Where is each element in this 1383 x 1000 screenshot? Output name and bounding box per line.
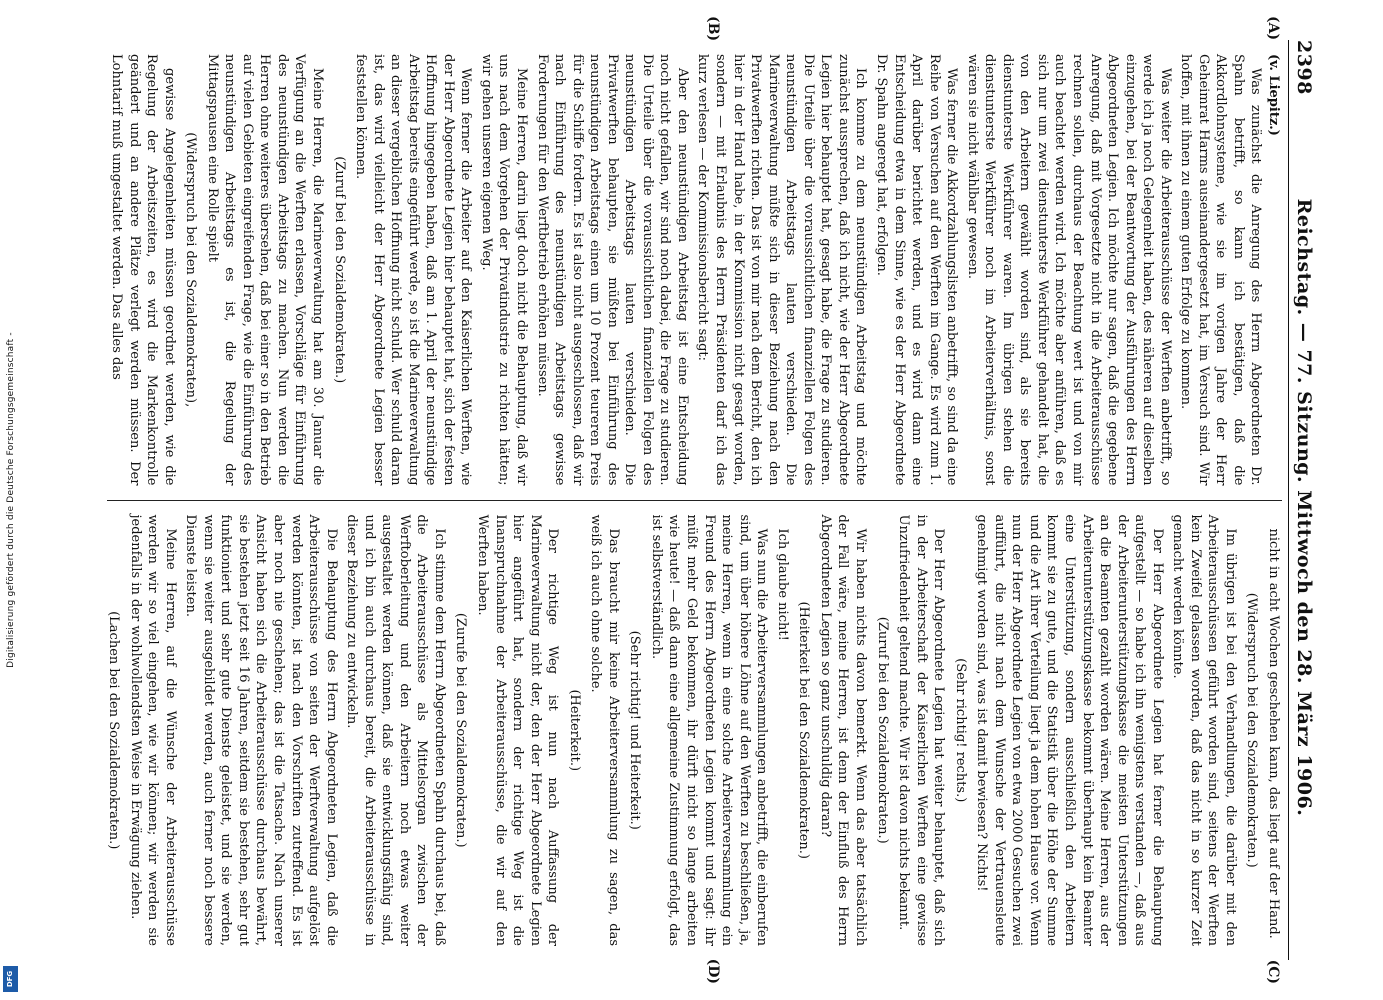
margin-marker-b: (B): [704, 16, 721, 42]
page-title: Reichstag. — 77. Sitzung. Mittwoch den 28. März 1906.: [1292, 198, 1315, 817]
paragraph: Der Herr Abgeordnete Legien hat weiter behauptet, daß sich in der Arbeiterschaft der Kaiserlichen Werften eine gewisse Unzufriedenheit geltend machte. Wir ist davon nichts bekannt.: [895, 514, 946, 946]
dfg-logo-text: DFG: [6, 970, 14, 988]
margin-marker-c: (C): [1264, 959, 1281, 984]
paragraph: Ich stimme dem Herrn Abgeordneten Spahn durchaus bei, daß die Arbeiterausschüsse als Mittelsorgan zwischen der Werftoberleitung und den Arbeitern noch etwas weiter ausgestaltet werden können, daß sie entwicklungsfähig sind, und ich bin auch durchaus bereit, die Arbeiterausschüsse in dieser Beziehung zu entwickeln.: [343, 514, 447, 946]
paragraph: Wenn ferner die Arbeiter auf den Kaiserlichen Werften, wie der Herr Abgeordnete Legien hier behauptet hat, sich der festen Hoffnung hingegeben haben, daß am 1. April der neunstündige Arbeitstag bereits eingeführt werde, so ist die Marineverwaltung an dieser vergeblichen Hoffnung nicht schuld. Wer schuld daran ist, das wird vielleicht der Herr Abgeordnete Legien besser feststellen können.: [352, 54, 473, 486]
page-number: 2398: [1292, 40, 1315, 95]
interjection: (Zuruf bei den Sozialdemokraten.): [331, 156, 347, 384]
interjection: (Lachen bei den Sozialdemokraten.): [105, 611, 121, 850]
right-column: [105, 501, 1282, 984]
margin-marker-d: (D): [704, 958, 721, 984]
paragraph: Ich glaube nicht!: [774, 528, 790, 641]
page-header: [1288, 40, 1315, 960]
paragraph: Im übrigen ist bei den Verhandlungen, die darüber mit den Arbeiterausschüssen geführt worden sind, seitens der Werften kein Zweifel gelassen worden, daß das nicht in so kurzer Zeit gemacht werden könnte.: [1169, 514, 1238, 946]
paragraph: Was ferner die Akkordzahlungslisten anbetrifft, so sind da eine Reihe von Versuchen auf den Werften im Gange. Es wird zum 1. April darüber berichtet werden, und es wird dann eine Entscheidung etwa in dem Sinne, wie es der Herr Abgeordnete Dr. Spahn angeregt hat, erfolgen.: [873, 54, 959, 486]
paragraph: nicht in acht Wochen geschehen kann, das liegt auf der Hand.: [1265, 528, 1281, 939]
interjection: (Heiterkeit.): [566, 689, 582, 772]
margin-marker-a: (A): [1264, 16, 1281, 41]
paragraph: Der Herr Abgeordnete Legien hat ferner die Behauptung aufgestellt — so habe ich ihn wenigstens verstanden —, daß aus der Arbeiterunterstützungskasse die meisten Unterstützungen an die Beamten gezahlt worden wären. Meine Herren, aus der Arbeiterunterstützungskasse bekommt überhaupt kein Beamter eine Unterstützung, sondern ausschließlich den Arbeitern kommt sie zu gute, und die Statistik über die Höhe der Summe und die Art ihrer Verteilung liegt ja dem hohen Hause vor. Wenn nun der Herr Abgeordnete Legien von etwa 2000 Gesuchen zwei aufführt, die nicht nach dem Wunsche der Vertrauensleute genehmigt worden sind, was ist damit bewiesen? Nichts!: [973, 514, 1165, 946]
interjection: (Heiterkeit bei den Sozialdemokraten.): [795, 601, 811, 859]
interjection: (Zurufe bei den Sozialdemokraten.): [452, 612, 468, 848]
paragraph: Aber den neunstündigen Arbeitstag ist eine Entscheidung noch nicht gefallen, wir sind noch dabei, die Frage zu studieren. Die Urteile über die voraussichtlichen finanziellen Folgen des neunstündigen Arbeitstags lauten verschieden. Die Privatwerften behaupten, sie müßten bei Einführung des neunstündigen Arbeitstags einen um 10 Prozent teureren Preis für die Schiffe fordern. Es ist also nicht ausgeschlossen, daß wir nach Einführung des neunstündigen Arbeitstags gewisse Forderungen für den Werftbetrieb erhöhen müssen.: [534, 54, 690, 486]
paragraph: Meine Herren, darin liegt doch nicht die Behauptung, daß wir uns nach dem Vorgehen der Privatindustrie zu richten hätten; wir gehen unseren eigenen Weg.: [478, 54, 529, 486]
paragraph: Das braucht mir keine Arbeiterversammlung zu sagen, das weiß ich auch ohne solche.: [587, 514, 621, 946]
paragraph: Die Behauptung des Herrn Abgeordneten Legien, daß die Arbeiterausschüsse von seiten der Werftverwaltung aufgelöst werden könnten, ist nach den Vorschriften zutreffend. Es ist aber noch nie geschehen; das ist die Tatsache. Nach unserer Ansicht haben sich die Arbeiterausschüsse durchaus bewährt, sie bestehen jetzt seit 16 Jahren, seitdem sie bestehen, sehr gut funktioniert und sehr gute Dienste geleistet, und sie werden, wenn sie weiter ausgebildet werden, auch ferner noch bessere Dienste leisten.: [182, 514, 339, 946]
paragraph: Wir haben nichts davon bemerkt. Wenn das aber tatsächlich der Fall wäre, meine Herren, ist denn der Einfluß des Herrn Abgeordneten Legien so ganz unschuldig daran?: [817, 514, 868, 946]
interjection: (Widerspruch bei den Sozialdemokraten.): [1243, 592, 1259, 868]
paragraph: Was zunächst die Anregung des Herrn Abgeordneten Dr. Spahn betrifft, so kann ich bestätigen, daß die Akkordlohnsysteme, wie sie im vorigen Jahre der Herr Geheimrat Harms auseinandergesetzt hat, im Versuch sind. Wir hoffen, mit ihnen zu einem guten Erfolge zu kommen.: [1177, 54, 1263, 486]
paragraph: Meine Herren, die Marineverwaltung hat am 30. Januar die Verfügung an die Werften erlassen, Vorschläge für Einführung des neunstündigen Arbeitstags zu machen. Nun werden die Herren ohne weiteres übersehen, daß bei einer so in den Betrieb auf vielen Gebieten eingreifenden Frage, wie die Einführung des neunstündigen Arbeitstags es ist, die Regelung der Mittagspausen eine Rolle spielt: [204, 54, 325, 486]
footer-credit: Digitalisierung gefördert durch die Deutsche Forschungsgemeinschaft -: [6, 332, 16, 668]
document-page: [47, 10, 1337, 990]
paragraph: Meine Herren, auf die Wünsche der Arbeiterausschüsse werden wir so viel eingehen, wie wir können; wir werden sie jedenfalls in der wohlwollendsten Weise in Erwägung ziehen.: [127, 514, 178, 946]
paragraph: Der richtige Weg ist nun nach Auffassung der Marineverwaltung nicht der, den der Herr Abgeordnete Legien hier angeführt hat, sondern der richtige Weg ist die Inanspruchnahme der Arbeiterausschüsse, die wir auf den Werften haben.: [474, 514, 560, 946]
interjection: (Sehr richtig! rechts.): [952, 658, 968, 803]
left-column: [107, 16, 1282, 500]
paragraph: Was nun die Arbeiterversammlungen anbetrifft, die einberufen sind, um über höhere Löhne auf den Werften zu beschließen, ja, meine Herren, wenn in eine solche Arbeiterversammlung ein Freund des Herrn Abgeordneten Legien kommt und sagt: ihr müßt mehr Geld bekommen, ihr dürft nicht so lange arbeiten wie heute! — daß dann eine allgemeine Zustimmung erfolgt, das ist selbstverständlich.: [648, 514, 769, 946]
footer: [0, 0, 22, 1000]
interjection: (Sehr richtig! und Heiterkeit.): [626, 630, 642, 830]
paragraph: Ich komme zu dem neunstündigen Arbeitstag und möchte zunächst aussprechen, daß ich nicht, wie der Herr Abgeordnete Legien hier behauptet hat, gesagt habe, die Frage zu studieren. Die Urteile über die voraussichtlichen finanziellen Folgen des neunstündigen Arbeitstags lauten verschieden. Die Marineverwaltung müßte sich in dieser Beziehung nach den Privatwerften richten. Das ist von mir nach dem Bericht, den ich hier in der Hand habe, in der Kommission nicht gesagt worden, sondern — mit Erlaubnis des Herrn Präsidenten darf ich das kurz verlesen — der Kommissionsbericht sagt:: [695, 54, 868, 486]
text-columns: [105, 16, 1282, 984]
paragraph: gewisse Angelegenheiten müssen geordnet werden, wie die Regelung der Arbeitszeiten, es wird die Markenkontrolle geändert und an andere Plätze verlegt werden müssen. Der Lohntarif muß umgestaltet werden. Das alles das: [108, 54, 177, 486]
interjection: (Widerspruch bei den Sozialdemokraten),: [182, 132, 198, 408]
interjection: (Zuruf bei den Sozialdemokraten.): [874, 616, 890, 844]
paragraph: Was weiter die Arbeiterausschüsse der Werften anbetrifft, so werde ich ja noch Gelegenheit haben, des näheren auf dieselben einzugehen, bei der Beantwortung der Ausführungen des Herrn Abgeordneten Legien. Ich möchte nur sagen, daß die gegebene Anregung, daß mit Vorgesetzte nicht in die Arbeiterausschüsse rechnen sollen, durchaus der Beachtung wert ist und von mir auch beachtet werden wird. Ich möchte aber anführen, daß es sich nur um zwei dienstunterste Werkführer gehandelt hat, die von den Arbeitern gewählt worden sind, als sie bereits dienstunterste Werkführer waren. Im übrigen stehen die dienstunterste Werkführer noch im Arbeiterverhältnis, sonst wären sie nicht wählbar gewesen.: [964, 54, 1173, 486]
speaker-name: (v. Liepitz.): [1265, 54, 1281, 136]
dfg-logo: [3, 966, 18, 992]
